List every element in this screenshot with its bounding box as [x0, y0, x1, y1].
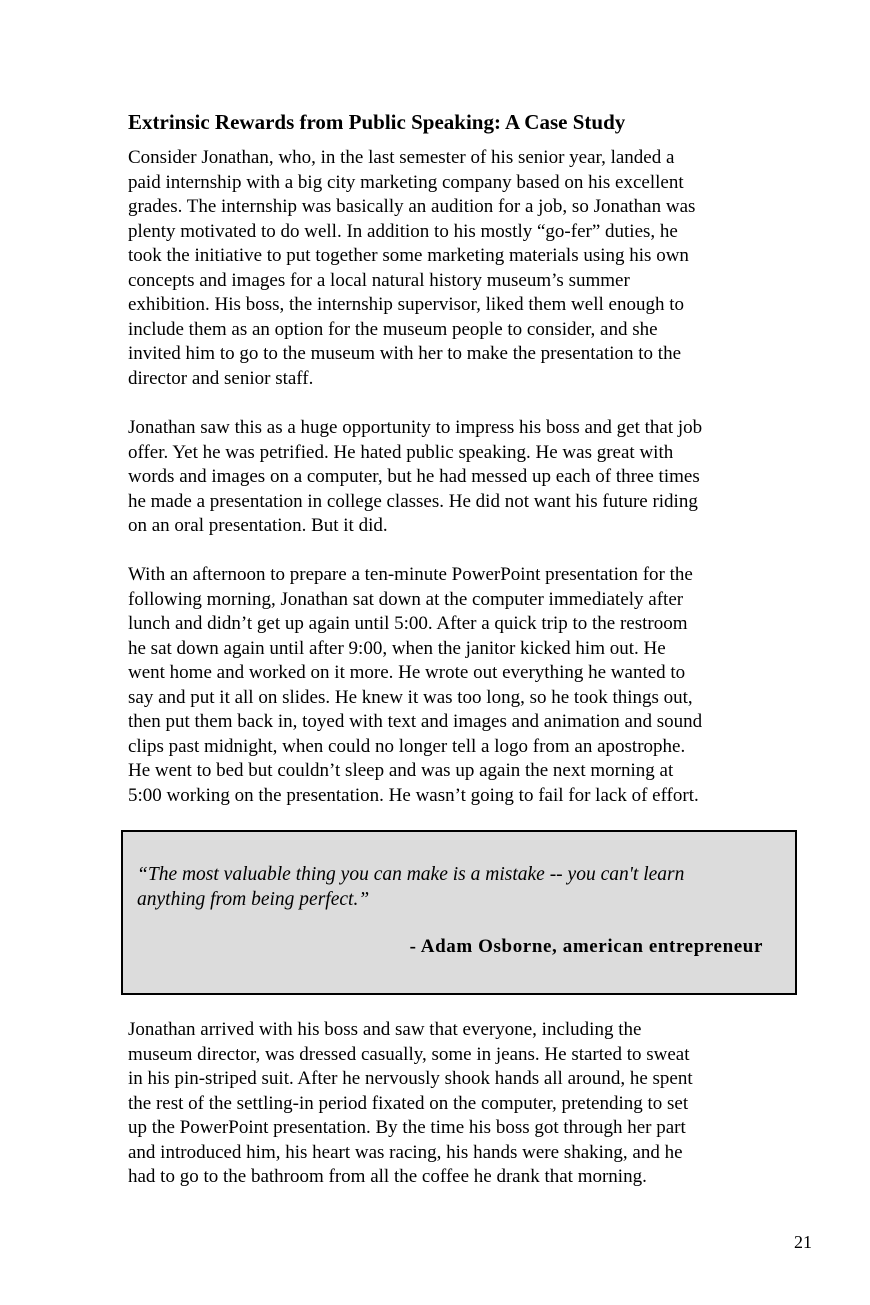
- page-number: 21: [794, 1232, 812, 1252]
- text-line: he made a presentation in college classes. He did not want his future riding: [128, 490, 698, 512]
- quote-line: anything from being perfect.”: [137, 889, 370, 910]
- text-line: the rest of the settling-in period fixated on the computer, pretending to set: [128, 1092, 689, 1114]
- paragraph-3: [128, 563, 803, 808]
- text-line: grades. The internship was basically an audition for a job, so Jonathan was: [128, 196, 696, 217]
- text-line: exhibition. His boss, the internship supervisor, liked them well enough to: [128, 294, 684, 315]
- text-line: paid internship with a big city marketing company based on his excellent: [128, 171, 684, 193]
- text-line: following morning, Jonathan sat down at the computer immediately after: [128, 588, 684, 610]
- paragraph-1: [128, 146, 803, 391]
- text-line: Consider Jonathan, who, in the last semester of his senior year, landed a: [128, 147, 675, 168]
- text-line: 5:00 working on the presentation. He wasn’t going to fail for lack of effort.: [128, 784, 699, 806]
- text-line: concepts and images for a local natural history museum’s summer: [128, 269, 630, 291]
- text-line: had to go to the bathroom from all the coffee he drank that morning.: [128, 1166, 647, 1187]
- text-line: Jonathan arrived with his boss and saw that everyone, including the: [128, 1019, 642, 1040]
- text-line: took the initiative to put together some marketing materials using his own: [128, 245, 689, 266]
- text-line: went home and worked on it more. He wrote out everything he wanted to: [128, 662, 686, 683]
- text-line: say and put it all on slides. He knew it was too long, so he took things out,: [128, 686, 693, 708]
- text-line: clips past midnight, when could no longer tell a logo from an apostrophe.: [128, 735, 686, 757]
- text-line: director and senior staff.: [128, 367, 314, 389]
- text-line: up the PowerPoint presentation. By the time his boss got through her part: [128, 1117, 686, 1138]
- text-line: He went to bed but couldn’t sleep and was up again the next morning at: [128, 760, 674, 781]
- text-line: museum director, was dressed casually, some in jeans. He started to sweat: [128, 1043, 690, 1065]
- text-line: on an oral presentation. But it did.: [128, 515, 388, 536]
- text-line: and introduced him, his heart was racing, his hands were shaking, and he: [128, 1141, 683, 1163]
- quote-box: [121, 830, 797, 995]
- text-line: offer. Yet he was petrified. He hated public speaking. He was great with: [128, 441, 674, 463]
- text-line: include them as an option for the museum people to consider, and she: [128, 318, 658, 340]
- text-line: Jonathan saw this as a huge opportunity to impress his boss and get that job: [128, 417, 703, 438]
- text-line: then put them back in, toyed with text and images and animation and sound: [128, 711, 703, 732]
- section-heading: Extrinsic Rewards from Public Speaking: A Case Study: [128, 110, 626, 134]
- paragraph-2: [128, 416, 803, 539]
- paragraph-4: [128, 1018, 803, 1190]
- text-line: words and images on a computer, but he had messed up each of three times: [128, 466, 700, 487]
- text-line: plenty motivated to do well. In addition to his mostly “go-fer” duties, he: [128, 220, 678, 242]
- quote-line: “The most valuable thing you can make is a mistake -- you can't learn: [137, 864, 685, 885]
- text-line: lunch and didn’t get up again until 5:00. After a quick trip to the restroom: [128, 613, 688, 634]
- quote-attribution: - Adam Osborne, american entrepreneur: [409, 936, 763, 957]
- text-line: With an afternoon to prepare a ten-minute PowerPoint presentation for the: [128, 564, 693, 585]
- text-line: in his pin-striped suit. After he nervously shook hands all around, he spent: [128, 1068, 693, 1089]
- quote-text: [137, 862, 777, 912]
- text-line: invited him to go to the museum with her to make the presentation to the: [128, 343, 682, 364]
- text-line: he sat down again until after 9:00, when the janitor kicked him out. He: [128, 637, 666, 659]
